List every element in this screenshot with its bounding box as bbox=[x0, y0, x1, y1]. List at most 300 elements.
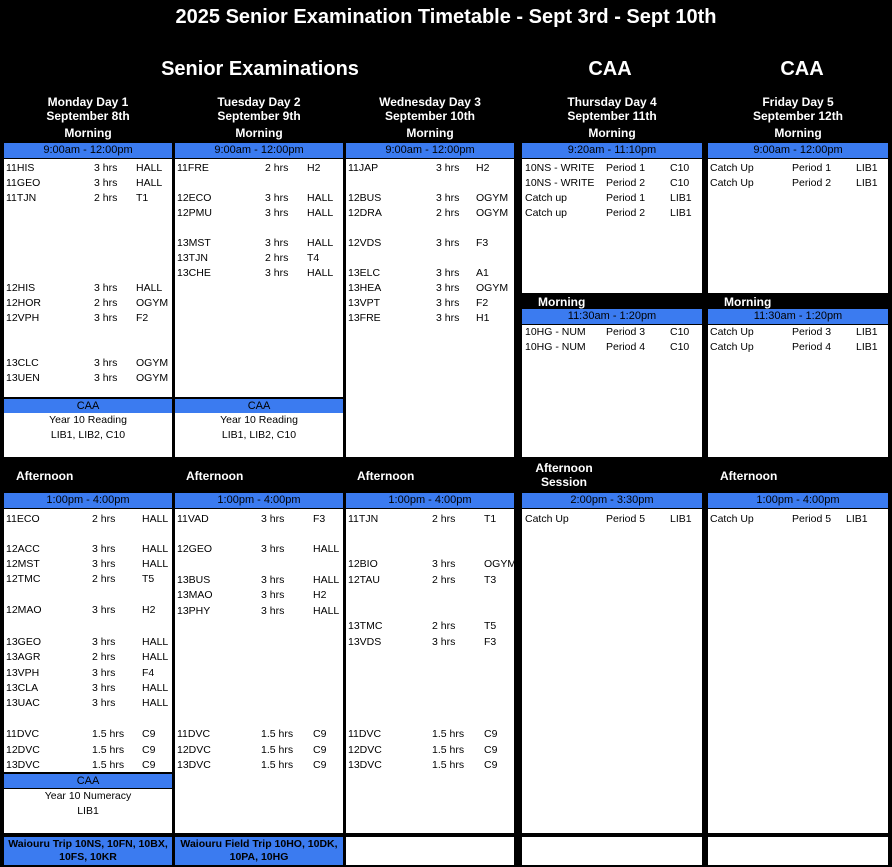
time-bar-tuesday-pm: 1:00pm - 4:00pm bbox=[175, 493, 343, 508]
row-room: HALL bbox=[142, 651, 169, 663]
row-room: T1 bbox=[484, 513, 497, 525]
row-duration: 3 hrs bbox=[92, 543, 116, 555]
row-room: C10 bbox=[670, 341, 690, 353]
row-room: C10 bbox=[670, 177, 690, 189]
row-duration: 3 hrs bbox=[261, 513, 285, 525]
day-header-wednesday: Wednesday Day 3 September 10th Morning bbox=[379, 95, 481, 140]
row-duration: 3 hrs bbox=[261, 605, 285, 617]
row-duration: 3 hrs bbox=[261, 574, 285, 586]
row-room: H2 bbox=[476, 162, 490, 174]
row-duration: 1.5 hrs bbox=[261, 744, 294, 756]
schedule-row bbox=[4, 371, 172, 385]
row-subject: 13ELC bbox=[348, 267, 381, 279]
schedule-row bbox=[175, 758, 343, 772]
friday-pm-box bbox=[708, 509, 888, 833]
section-caa-friday: CAA bbox=[780, 58, 824, 80]
row-duration: 3 hrs bbox=[94, 372, 118, 384]
schedule-row bbox=[346, 743, 514, 757]
row-room: HALL bbox=[307, 237, 334, 249]
row-duration: 3 hrs bbox=[436, 237, 460, 249]
row-subject: 12TMC bbox=[6, 573, 41, 585]
row-subject: 12DVC bbox=[177, 744, 211, 756]
row-room: F2 bbox=[136, 312, 149, 324]
row-room: HALL bbox=[313, 543, 340, 555]
friday-pm-label: Afternoon bbox=[720, 469, 778, 483]
row-room: H2 bbox=[307, 162, 321, 174]
row-subject: 12MST bbox=[6, 558, 40, 570]
schedule-row bbox=[522, 206, 702, 220]
row-duration: 1.5 hrs bbox=[432, 728, 465, 740]
row-room: C9 bbox=[313, 759, 327, 771]
thursday-am-box bbox=[522, 159, 702, 293]
day-header-friday: Friday Day 5 September 12th Morning bbox=[752, 95, 844, 140]
row-room: HALL bbox=[136, 282, 163, 294]
row-room: C9 bbox=[142, 744, 156, 756]
row-subject: 13PHY bbox=[177, 605, 211, 617]
row-subject: Catch Up bbox=[525, 513, 569, 525]
schedule-row bbox=[175, 191, 343, 205]
monday-pm-caa-details: Year 10 Numeracy LIB1 bbox=[4, 789, 172, 833]
row-subject: Catch Up bbox=[710, 341, 754, 353]
row-room: LIB1 bbox=[670, 513, 692, 525]
row-room: T1 bbox=[136, 192, 149, 204]
row-subject: Catch up bbox=[525, 207, 568, 219]
row-duration: 3 hrs bbox=[92, 604, 116, 616]
tuesday-caa-details: Year 10 Reading LIB1, LIB2, C10 bbox=[175, 413, 343, 457]
row-room: HALL bbox=[307, 267, 334, 279]
schedule-row bbox=[4, 542, 172, 556]
row-subject: 11FRE bbox=[177, 162, 209, 174]
schedule-row bbox=[175, 573, 343, 587]
row-room: LIB1 bbox=[856, 326, 878, 338]
row-subject: Catch Up bbox=[710, 326, 754, 338]
row-duration: 2 hrs bbox=[432, 620, 456, 632]
row-subject: 13DVC bbox=[348, 759, 382, 771]
schedule-row bbox=[346, 758, 514, 772]
row-duration: Period 1 bbox=[606, 192, 646, 204]
row-subject: 12BUS bbox=[348, 192, 382, 204]
row-room: H2 bbox=[313, 589, 327, 601]
row-room: HALL bbox=[136, 177, 163, 189]
row-duration: 3 hrs bbox=[92, 558, 116, 570]
schedule-row bbox=[346, 281, 514, 295]
schedule-row bbox=[4, 356, 172, 370]
row-room: C9 bbox=[484, 744, 498, 756]
row-duration: 3 hrs bbox=[265, 237, 289, 249]
section-caa-thursday: CAA bbox=[588, 58, 632, 80]
row-duration: 3 hrs bbox=[265, 192, 289, 204]
row-duration: 2 hrs bbox=[92, 573, 116, 585]
row-room: C9 bbox=[313, 744, 327, 756]
row-subject: 13VPT bbox=[348, 297, 381, 309]
schedule-row bbox=[175, 604, 343, 618]
schedule-row bbox=[4, 572, 172, 586]
row-subject: 11DVC bbox=[348, 728, 382, 740]
row-room: C9 bbox=[142, 728, 156, 740]
row-subject: 12DVC bbox=[348, 744, 382, 756]
row-duration: Period 3 bbox=[606, 326, 646, 338]
schedule-row bbox=[346, 573, 514, 587]
row-room: LIB1 bbox=[856, 341, 878, 353]
row-room: LIB1 bbox=[856, 177, 878, 189]
schedule-row bbox=[346, 161, 514, 175]
wednesday-am-box bbox=[346, 159, 514, 457]
row-subject: 13TMC bbox=[348, 620, 383, 632]
row-subject: 13CHE bbox=[177, 267, 211, 279]
tuesday-trip-banner: Waiouru Field Trip 10HO, 10DK, 10PA, 10HG bbox=[175, 837, 343, 865]
row-duration: Period 5 bbox=[606, 513, 646, 525]
time-bar-thursday-am: 9:20am - 11:10pm bbox=[522, 143, 702, 158]
schedule-row bbox=[522, 340, 702, 354]
schedule-row bbox=[708, 512, 888, 526]
row-duration: 2 hrs bbox=[432, 513, 456, 525]
schedule-row bbox=[175, 251, 343, 265]
row-duration: 1.5 hrs bbox=[92, 744, 125, 756]
row-duration: Period 2 bbox=[606, 207, 646, 219]
row-room: HALL bbox=[313, 605, 340, 617]
row-duration: 3 hrs bbox=[436, 162, 460, 174]
row-room: HALL bbox=[142, 513, 169, 525]
row-subject: 13AGR bbox=[6, 651, 41, 663]
row-room: OGYM bbox=[476, 282, 509, 294]
row-subject: 11HIS bbox=[6, 162, 35, 174]
row-subject: 11TJN bbox=[348, 513, 379, 525]
row-subject: 12BIO bbox=[348, 558, 378, 570]
row-room: HALL bbox=[142, 636, 169, 648]
row-duration: 2 hrs bbox=[92, 513, 116, 525]
row-duration: 3 hrs bbox=[436, 312, 460, 324]
day-header-thursday: Thursday Day 4 September 11th Morning bbox=[567, 95, 657, 140]
schedule-row bbox=[4, 161, 172, 175]
row-duration: 3 hrs bbox=[436, 192, 460, 204]
monday-pm-box bbox=[4, 509, 172, 772]
row-room: F2 bbox=[476, 297, 489, 309]
row-room: F4 bbox=[142, 667, 155, 679]
schedule-row bbox=[346, 236, 514, 250]
row-subject: 12VDS bbox=[348, 237, 382, 249]
row-subject: 11GEO bbox=[6, 177, 41, 189]
row-room: LIB1 bbox=[670, 192, 692, 204]
tuesday-pm-label: Afternoon bbox=[186, 469, 244, 483]
row-duration: 1.5 hrs bbox=[261, 728, 294, 740]
section-senior-examinations: Senior Examinations bbox=[161, 58, 359, 80]
row-duration: 1.5 hrs bbox=[432, 744, 465, 756]
time-bar-monday-am: 9:00am - 12:00pm bbox=[4, 143, 172, 158]
row-subject: 13VDS bbox=[348, 636, 382, 648]
row-duration: 3 hrs bbox=[94, 282, 118, 294]
row-subject: 12HOR bbox=[6, 297, 42, 309]
row-subject: Catch up bbox=[525, 192, 568, 204]
thursday-pm-box bbox=[522, 509, 702, 833]
row-duration: 2 hrs bbox=[94, 192, 118, 204]
row-subject: 13DVC bbox=[6, 759, 40, 771]
row-subject: 12ACC bbox=[6, 543, 40, 555]
row-room: HALL bbox=[313, 574, 340, 586]
schedule-row bbox=[175, 206, 343, 220]
row-subject: 12ECO bbox=[177, 192, 212, 204]
row-duration: 1.5 hrs bbox=[261, 759, 294, 771]
row-room: OGYM bbox=[476, 207, 509, 219]
friday-am-box bbox=[708, 159, 888, 293]
schedule-row bbox=[708, 176, 888, 190]
time-bar-thursday-pm: 2:00pm - 3:30pm bbox=[522, 493, 702, 508]
friday-mid-label: Morning bbox=[724, 295, 772, 309]
row-duration: 3 hrs bbox=[92, 697, 116, 709]
row-room: C9 bbox=[142, 759, 156, 771]
row-duration: 3 hrs bbox=[436, 267, 460, 279]
schedule-row bbox=[175, 266, 343, 280]
row-subject: 13HEA bbox=[348, 282, 382, 294]
row-duration: 3 hrs bbox=[92, 667, 116, 679]
row-subject: 13CLC bbox=[6, 357, 39, 369]
row-subject: 12VPH bbox=[6, 312, 40, 324]
row-subject: 11ECO bbox=[6, 513, 40, 525]
row-duration: 3 hrs bbox=[94, 177, 118, 189]
row-room: LIB1 bbox=[856, 162, 878, 174]
thursday-mid-box bbox=[522, 325, 702, 457]
wednesday-bottom-cell bbox=[346, 837, 514, 865]
monday-pm-caa-bar: CAA bbox=[4, 774, 172, 788]
thursday-mid-label: Morning bbox=[538, 295, 586, 309]
row-room: OGYM bbox=[476, 192, 509, 204]
schedule-row bbox=[4, 603, 172, 617]
row-duration: 3 hrs bbox=[432, 636, 456, 648]
row-duration: 2 hrs bbox=[265, 252, 289, 264]
row-duration: 1.5 hrs bbox=[92, 759, 125, 771]
row-duration: 2 hrs bbox=[432, 574, 456, 586]
day-header-tuesday: Tuesday Day 2 September 9th Morning bbox=[217, 95, 301, 140]
schedule-row bbox=[346, 512, 514, 526]
schedule-row bbox=[4, 557, 172, 571]
schedule-row bbox=[4, 696, 172, 710]
row-subject: 11VAD bbox=[177, 513, 209, 525]
tuesday-am-box bbox=[175, 159, 343, 397]
row-room: LIB1 bbox=[846, 513, 868, 525]
tuesday-pm-box bbox=[175, 509, 343, 833]
row-subject: 11DVC bbox=[6, 728, 40, 740]
row-subject: 13CLA bbox=[6, 682, 39, 694]
row-duration: 1.5 hrs bbox=[432, 759, 465, 771]
monday-caa-bar: CAA bbox=[4, 399, 172, 413]
row-duration: 3 hrs bbox=[94, 312, 118, 324]
row-duration: 3 hrs bbox=[261, 589, 285, 601]
schedule-row bbox=[4, 176, 172, 190]
schedule-row bbox=[175, 743, 343, 757]
schedule-row bbox=[175, 512, 343, 526]
schedule-row bbox=[708, 161, 888, 175]
friday-bottom-cell bbox=[708, 837, 888, 865]
schedule-row bbox=[346, 296, 514, 310]
row-subject: 11TJN bbox=[6, 192, 37, 204]
row-duration: 1.5 hrs bbox=[92, 728, 125, 740]
row-room: C10 bbox=[670, 162, 690, 174]
row-subject: Catch Up bbox=[710, 162, 754, 174]
row-subject: 12DVC bbox=[6, 744, 40, 756]
time-bar-wednesday-pm: 1:00pm - 4:00pm bbox=[346, 493, 514, 508]
row-subject: 12DRA bbox=[348, 207, 382, 219]
row-subject: 13UEN bbox=[6, 372, 40, 384]
schedule-row bbox=[346, 206, 514, 220]
row-duration: Period 4 bbox=[606, 341, 646, 353]
schedule-row bbox=[346, 311, 514, 325]
schedule-row bbox=[4, 758, 172, 772]
schedule-row bbox=[175, 161, 343, 175]
schedule-row bbox=[4, 666, 172, 680]
schedule-row bbox=[4, 635, 172, 649]
row-room: C10 bbox=[670, 326, 690, 338]
row-subject: 12GEO bbox=[177, 543, 213, 555]
schedule-row bbox=[346, 619, 514, 633]
row-duration: 3 hrs bbox=[94, 357, 118, 369]
row-room: H2 bbox=[142, 604, 156, 616]
schedule-row bbox=[708, 340, 888, 354]
schedule-row bbox=[346, 557, 517, 571]
row-subject: Catch Up bbox=[710, 177, 754, 189]
row-room: C9 bbox=[313, 728, 327, 740]
row-room: F3 bbox=[484, 636, 497, 648]
row-duration: 3 hrs bbox=[436, 297, 460, 309]
row-subject: 10NS - WRITE bbox=[525, 162, 595, 174]
row-subject: 12TAU bbox=[348, 574, 380, 586]
row-subject: 13TJN bbox=[177, 252, 208, 264]
schedule-row bbox=[522, 161, 702, 175]
row-room: HALL bbox=[142, 682, 169, 694]
row-duration: Period 1 bbox=[606, 162, 646, 174]
time-bar-monday-pm: 1:00pm - 4:00pm bbox=[4, 493, 172, 508]
row-duration: Period 2 bbox=[606, 177, 646, 189]
schedule-row bbox=[522, 191, 702, 205]
row-room: HALL bbox=[142, 543, 169, 555]
row-duration: 3 hrs bbox=[436, 282, 460, 294]
row-subject: 10NS - WRITE bbox=[525, 177, 595, 189]
page-title: 2025 Senior Examination Timetable - Sept 3rd - Sept 10th bbox=[175, 6, 717, 28]
row-room: HALL bbox=[307, 192, 334, 204]
time-bar-friday-am: 9:00am - 12:00pm bbox=[708, 143, 888, 158]
row-duration: Period 2 bbox=[792, 177, 832, 189]
tuesday-caa-bar: CAA bbox=[175, 399, 343, 413]
row-duration: 3 hrs bbox=[265, 207, 289, 219]
schedule-row bbox=[522, 176, 702, 190]
monday-caa-details: Year 10 Reading LIB1, LIB2, C10 bbox=[4, 413, 172, 457]
schedule-row bbox=[346, 266, 514, 280]
schedule-row bbox=[4, 512, 172, 526]
row-subject: 11JAP bbox=[348, 162, 379, 174]
schedule-row bbox=[175, 727, 343, 741]
schedule-row bbox=[4, 727, 172, 741]
row-duration: 2 hrs bbox=[436, 207, 460, 219]
friday-mid-box bbox=[708, 325, 888, 457]
row-subject: 13GEO bbox=[6, 636, 42, 648]
day-header-monday: Monday Day 1 September 8th Morning bbox=[46, 95, 130, 140]
row-duration: 2 hrs bbox=[94, 297, 118, 309]
row-duration: 2 hrs bbox=[265, 162, 289, 174]
row-room: HALL bbox=[136, 162, 163, 174]
row-subject: 13BUS bbox=[177, 574, 211, 586]
row-room: OGYM bbox=[136, 297, 169, 309]
row-room: HALL bbox=[142, 558, 169, 570]
monday-trip-banner: Waiouru Trip 10NS, 10FN, 10BX, 10FS, 10KR bbox=[4, 837, 172, 865]
row-duration: 3 hrs bbox=[92, 636, 116, 648]
row-subject: 13MST bbox=[177, 237, 211, 249]
row-room: OGYM bbox=[136, 372, 169, 384]
row-room: OGYM bbox=[136, 357, 169, 369]
row-room: T3 bbox=[484, 574, 497, 586]
row-subject: 11DVC bbox=[177, 728, 211, 740]
row-room: C9 bbox=[484, 759, 498, 771]
thursday-pm-label: Afternoon Session bbox=[535, 461, 593, 489]
row-duration: 3 hrs bbox=[432, 558, 456, 570]
row-room: HALL bbox=[307, 207, 334, 219]
row-subject: 10HG - NUM bbox=[525, 341, 586, 353]
monday-pm-label: Afternoon bbox=[16, 469, 74, 483]
thursday-bottom-cell bbox=[522, 837, 702, 865]
row-room: HALL bbox=[142, 697, 169, 709]
time-bar-thursday-mid: 11:30am - 1:20pm bbox=[522, 309, 702, 324]
row-room: H1 bbox=[476, 312, 490, 324]
row-duration: 3 hrs bbox=[94, 162, 118, 174]
schedule-row bbox=[175, 588, 343, 602]
schedule-row bbox=[4, 743, 172, 757]
row-subject: 12MAO bbox=[6, 604, 42, 616]
row-room: T5 bbox=[484, 620, 497, 632]
row-duration: 3 hrs bbox=[261, 543, 285, 555]
row-duration: 3 hrs bbox=[265, 267, 289, 279]
row-room: LIB1 bbox=[670, 207, 692, 219]
monday-am-box bbox=[4, 159, 172, 397]
row-duration: Period 5 bbox=[792, 513, 832, 525]
row-subject: 13DVC bbox=[177, 759, 211, 771]
row-subject: 12HIS bbox=[6, 282, 36, 294]
wednesday-pm-box bbox=[346, 509, 517, 833]
row-room: OGYM bbox=[484, 558, 517, 570]
time-bar-tuesday-am: 9:00am - 12:00pm bbox=[175, 143, 343, 158]
row-subject: 12PMU bbox=[177, 207, 213, 219]
row-room: F3 bbox=[476, 237, 489, 249]
wednesday-pm-label: Afternoon bbox=[357, 469, 415, 483]
schedule-row bbox=[4, 191, 172, 205]
row-duration: Period 3 bbox=[792, 326, 832, 338]
schedule-row bbox=[4, 681, 172, 695]
row-room: T4 bbox=[307, 252, 320, 264]
row-duration: Period 1 bbox=[792, 162, 832, 174]
row-subject: 13VPH bbox=[6, 667, 40, 679]
schedule-row bbox=[4, 296, 172, 310]
schedule-row bbox=[346, 635, 514, 649]
schedule-row bbox=[4, 311, 172, 325]
schedule-row bbox=[175, 542, 343, 556]
schedule-row bbox=[346, 191, 514, 205]
row-subject: 13FRE bbox=[348, 312, 381, 324]
row-duration: 3 hrs bbox=[92, 682, 116, 694]
schedule-row bbox=[522, 512, 702, 526]
row-subject: Catch Up bbox=[710, 513, 754, 525]
schedule-row bbox=[4, 281, 172, 295]
schedule-row bbox=[522, 325, 702, 339]
time-bar-friday-pm: 1:00pm - 4:00pm bbox=[708, 493, 888, 508]
time-bar-wednesday-am: 9:00am - 12:00pm bbox=[346, 143, 514, 158]
row-duration: 2 hrs bbox=[92, 651, 116, 663]
row-subject: 13UAC bbox=[6, 697, 40, 709]
row-room: T5 bbox=[142, 573, 155, 585]
row-subject: 13MAO bbox=[177, 589, 213, 601]
row-room: F3 bbox=[313, 513, 326, 525]
schedule-row bbox=[4, 650, 172, 664]
schedule-row bbox=[175, 236, 343, 250]
row-room: A1 bbox=[476, 267, 489, 279]
row-subject: 10HG - NUM bbox=[525, 326, 586, 338]
schedule-row bbox=[346, 727, 514, 741]
schedule-row bbox=[708, 325, 888, 339]
